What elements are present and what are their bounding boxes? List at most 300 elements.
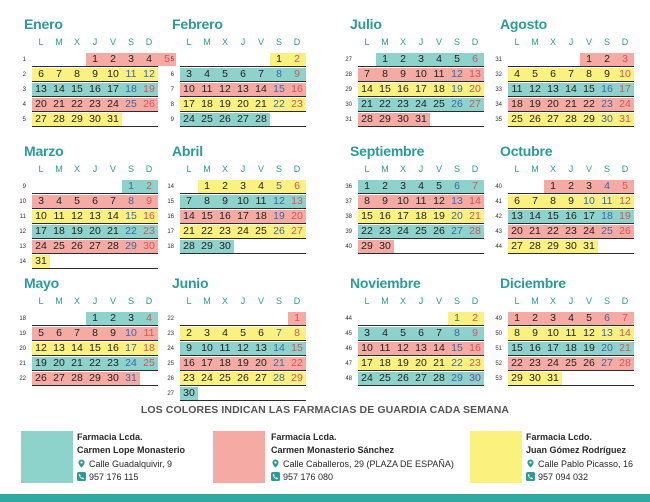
day-cell[interactable]: 10 (183, 83, 195, 95)
day-cell[interactable]: 21 (183, 225, 195, 237)
day-cell[interactable]: 24 (397, 225, 409, 237)
day-cell[interactable]: 26 (35, 372, 47, 384)
day-cell[interactable]: 19 (451, 83, 463, 95)
day-cell[interactable]: 12 (619, 195, 631, 207)
day-cell[interactable]: 8 (294, 327, 300, 339)
day-cell[interactable]: 15 (201, 210, 213, 222)
day-cell[interactable]: 25 (125, 98, 137, 110)
day-cell[interactable]: 17 (547, 342, 559, 354)
day-cell[interactable]: 16 (107, 342, 119, 354)
day-cell[interactable]: 25 (255, 225, 267, 237)
day-cell[interactable]: 17 (183, 98, 195, 110)
day-cell[interactable]: 16 (601, 83, 613, 95)
day-cell[interactable]: 7 (74, 327, 80, 339)
day-cell[interactable]: 14 (469, 195, 481, 207)
day-cell[interactable]: 11 (433, 68, 445, 80)
day-cell[interactable]: 10 (547, 327, 559, 339)
day-cell[interactable]: 22 (89, 357, 101, 369)
day-cell[interactable]: 27 (35, 113, 47, 125)
day-cell[interactable]: 2 (222, 180, 228, 192)
day-cell[interactable]: 14 (529, 210, 541, 222)
day-cell[interactable]: 13 (469, 68, 481, 80)
day-cell[interactable]: 1 (550, 180, 556, 192)
day-cell[interactable]: 30 (107, 372, 119, 384)
day-cell[interactable]: 28 (183, 240, 195, 252)
day-cell[interactable]: 17 (201, 357, 213, 369)
day-cell[interactable]: 24 (183, 113, 195, 125)
day-cell[interactable]: 11 (511, 83, 523, 95)
day-cell[interactable]: 28 (53, 113, 65, 125)
day-cell[interactable]: 13 (547, 83, 559, 95)
day-cell[interactable]: 4 (146, 312, 152, 324)
day-cell[interactable]: 2 (400, 53, 406, 65)
day-cell[interactable]: 2 (472, 312, 478, 324)
day-cell[interactable]: 9 (400, 68, 406, 80)
day-cell[interactable]: 3 (204, 327, 210, 339)
day-cell[interactable]: 18 (415, 210, 427, 222)
day-cell[interactable]: 20 (601, 342, 613, 354)
day-cell[interactable]: 18 (601, 210, 613, 222)
day-cell[interactable]: 30 (183, 387, 195, 399)
day-cell[interactable]: 11 (219, 342, 231, 354)
day-cell[interactable]: 4 (382, 327, 388, 339)
day-cell[interactable]: 10 (201, 342, 213, 354)
day-cell[interactable]: 19 (71, 225, 83, 237)
day-cell[interactable]: 25 (143, 357, 155, 369)
day-cell[interactable]: 17 (35, 225, 47, 237)
day-cell[interactable]: 31 (547, 372, 559, 384)
day-cell[interactable]: 20 (35, 98, 47, 110)
day-cell[interactable]: 24 (583, 225, 595, 237)
day-cell[interactable]: 18 (433, 83, 445, 95)
day-cell[interactable]: 14 (433, 342, 445, 354)
day-cell[interactable]: 20 (415, 357, 427, 369)
day-cell[interactable]: 6 (38, 68, 44, 80)
day-cell[interactable]: 22 (511, 357, 523, 369)
day-cell[interactable]: 29 (89, 372, 101, 384)
day-cell[interactable]: 25 (565, 357, 577, 369)
day-cell[interactable]: 16 (469, 342, 481, 354)
day-cell[interactable]: 14 (107, 210, 119, 222)
day-cell[interactable]: 7 (568, 68, 574, 80)
day-cell[interactable]: 10 (583, 195, 595, 207)
day-cell[interactable]: 19 (619, 210, 631, 222)
day-cell[interactable]: 2 (146, 180, 152, 192)
day-cell[interactable]: 10 (35, 210, 47, 222)
day-cell[interactable]: 3 (128, 53, 134, 65)
day-cell[interactable]: 1 (514, 312, 520, 324)
day-cell[interactable]: 3 (400, 180, 406, 192)
day-cell[interactable]: 13 (35, 83, 47, 95)
day-cell[interactable]: 16 (379, 210, 391, 222)
day-cell[interactable]: 7 (110, 195, 116, 207)
day-cell[interactable]: 25 (511, 113, 523, 125)
day-cell[interactable]: 25 (601, 225, 613, 237)
day-cell[interactable]: 22 (291, 357, 303, 369)
day-cell[interactable]: 1 (276, 53, 282, 65)
day-cell[interactable]: 16 (291, 83, 303, 95)
day-cell[interactable]: 6 (550, 68, 556, 80)
day-cell[interactable]: 27 (511, 240, 523, 252)
day-cell[interactable]: 22 (71, 98, 83, 110)
day-cell[interactable]: 31 (619, 113, 631, 125)
day-cell[interactable]: 4 (146, 53, 152, 65)
day-cell[interactable]: 23 (107, 357, 119, 369)
day-cell[interactable]: 29 (583, 113, 595, 125)
day-cell[interactable]: 11 (53, 210, 65, 222)
day-cell[interactable]: 6 (258, 327, 264, 339)
day-cell[interactable]: 5 (400, 327, 406, 339)
day-cell[interactable]: 6 (454, 180, 460, 192)
day-cell[interactable]: 14 (565, 83, 577, 95)
day-cell[interactable]: 13 (601, 327, 613, 339)
day-cell[interactable]: 9 (532, 327, 538, 339)
day-cell[interactable]: 3 (586, 180, 592, 192)
day-cell[interactable]: 25 (415, 225, 427, 237)
day-cell[interactable]: 24 (547, 357, 559, 369)
day-cell[interactable]: 14 (53, 83, 65, 95)
day-cell[interactable]: 22 (273, 98, 285, 110)
day-cell[interactable]: 30 (143, 240, 155, 252)
day-cell[interactable]: 8 (204, 195, 210, 207)
day-cell[interactable]: 19 (143, 83, 155, 95)
day-cell[interactable]: 7 (258, 68, 264, 80)
day-cell[interactable]: 11 (201, 83, 213, 95)
day-cell[interactable]: 26 (433, 225, 445, 237)
day-cell[interactable]: 24 (35, 240, 47, 252)
day-cell[interactable]: 29 (451, 372, 463, 384)
day-cell[interactable]: 7 (532, 195, 538, 207)
day-cell[interactable]: 2 (110, 312, 116, 324)
day-cell[interactable]: 5 (276, 180, 282, 192)
day-cell[interactable]: 14 (183, 210, 195, 222)
day-cell[interactable]: 3 (240, 180, 246, 192)
day-cell[interactable]: 29 (71, 113, 83, 125)
day-cell[interactable]: 4 (604, 180, 610, 192)
day-cell[interactable]: 12 (451, 68, 463, 80)
day-cell[interactable]: 29 (379, 113, 391, 125)
day-cell[interactable]: 28 (565, 113, 577, 125)
day-cell[interactable]: 15 (125, 210, 137, 222)
day-cell[interactable]: 23 (89, 98, 101, 110)
day-cell[interactable]: 25 (379, 372, 391, 384)
day-cell[interactable]: 7 (364, 68, 370, 80)
day-cell[interactable]: 2 (568, 180, 574, 192)
day-cell[interactable]: 6 (514, 195, 520, 207)
day-cell[interactable]: 4 (56, 195, 62, 207)
pharmacy-phone-lope[interactable] (77, 471, 138, 484)
day-cell[interactable]: 30 (397, 113, 409, 125)
day-cell[interactable]: 31 (125, 372, 137, 384)
day-cell[interactable]: 2 (532, 312, 538, 324)
day-cell[interactable]: 1 (364, 180, 370, 192)
day-cell[interactable]: 13 (451, 195, 463, 207)
day-cell[interactable]: 7 (472, 180, 478, 192)
day-cell[interactable]: 30 (89, 113, 101, 125)
day-cell[interactable]: 31 (583, 240, 595, 252)
day-cell[interactable]: 27 (255, 372, 267, 384)
day-cell[interactable]: 8 (364, 195, 370, 207)
day-cell[interactable]: 15 (361, 210, 373, 222)
day-cell[interactable]: 21 (361, 98, 373, 110)
day-cell[interactable]: 26 (529, 113, 541, 125)
day-cell[interactable]: 9 (604, 68, 610, 80)
day-cell[interactable]: 30 (601, 113, 613, 125)
day-cell[interactable]: 17 (415, 83, 427, 95)
day-cell[interactable]: 3 (550, 312, 556, 324)
day-cell[interactable]: 13 (415, 342, 427, 354)
day-cell[interactable]: 26 (451, 98, 463, 110)
day-cell[interactable]: 28 (529, 240, 541, 252)
day-cell[interactable]: 15 (291, 342, 303, 354)
day-cell[interactable]: 9 (186, 342, 192, 354)
day-cell[interactable]: 22 (125, 225, 137, 237)
day-cell[interactable]: 18 (143, 342, 155, 354)
day-cell[interactable]: 17 (125, 342, 137, 354)
day-cell[interactable]: 5 (74, 195, 80, 207)
day-cell[interactable]: 23 (219, 225, 231, 237)
day-cell[interactable]: 10 (415, 68, 427, 80)
day-cell[interactable]: 27 (547, 113, 559, 125)
day-cell[interactable]: 15 (547, 210, 559, 222)
day-cell[interactable]: 27 (415, 372, 427, 384)
day-cell[interactable]: 19 (237, 357, 249, 369)
day-cell[interactable]: 10 (397, 195, 409, 207)
day-cell[interactable]: 16 (183, 357, 195, 369)
day-cell[interactable]: 6 (472, 53, 478, 65)
day-cell[interactable]: 15 (273, 83, 285, 95)
day-cell[interactable]: 17 (361, 357, 373, 369)
day-cell[interactable]: 21 (565, 98, 577, 110)
day-cell[interactable]: 1 (454, 312, 460, 324)
day-cell[interactable]: 22 (201, 225, 213, 237)
day-cell[interactable]: 4 (568, 312, 574, 324)
day-cell[interactable]: 8 (74, 68, 80, 80)
day-cell[interactable]: 9 (568, 195, 574, 207)
day-cell[interactable]: 11 (601, 195, 613, 207)
day-cell[interactable]: 22 (583, 98, 595, 110)
day-cell[interactable]: 5 (454, 53, 460, 65)
day-cell[interactable]: 10 (125, 327, 137, 339)
day-cell[interactable]: 21 (619, 342, 631, 354)
day-cell[interactable]: 17 (397, 210, 409, 222)
day-cell[interactable]: 1 (204, 180, 210, 192)
day-cell[interactable]: 15 (89, 342, 101, 354)
day-cell[interactable]: 26 (583, 357, 595, 369)
day-cell[interactable]: 12 (35, 342, 47, 354)
day-cell[interactable]: 9 (92, 68, 98, 80)
day-cell[interactable]: 12 (71, 210, 83, 222)
day-cell[interactable]: 4 (514, 68, 520, 80)
day-cell[interactable]: 23 (397, 98, 409, 110)
day-cell[interactable]: 19 (219, 98, 231, 110)
day-cell[interactable]: 26 (619, 225, 631, 237)
day-cell[interactable]: 12 (583, 327, 595, 339)
day-cell[interactable]: 10 (361, 342, 373, 354)
day-cell[interactable]: 28 (71, 372, 83, 384)
day-cell[interactable]: 8 (550, 195, 556, 207)
day-cell[interactable]: 24 (361, 372, 373, 384)
day-cell[interactable]: 20 (255, 357, 267, 369)
day-cell[interactable]: 21 (53, 98, 65, 110)
day-cell[interactable]: 23 (143, 225, 155, 237)
day-cell[interactable]: 19 (273, 210, 285, 222)
day-cell[interactable]: 28 (469, 225, 481, 237)
day-cell[interactable]: 22 (379, 98, 391, 110)
day-cell[interactable]: 4 (258, 180, 264, 192)
day-cell[interactable]: 16 (529, 342, 541, 354)
day-cell[interactable]: 24 (107, 98, 119, 110)
day-cell[interactable]: 16 (219, 210, 231, 222)
day-cell[interactable]: 11 (125, 68, 137, 80)
day-cell[interactable]: 24 (125, 357, 137, 369)
day-cell[interactable]: 26 (71, 240, 83, 252)
day-cell[interactable]: 8 (128, 195, 134, 207)
day-cell[interactable]: 20 (53, 357, 65, 369)
day-cell[interactable]: 20 (469, 83, 481, 95)
day-cell[interactable]: 28 (433, 372, 445, 384)
day-cell[interactable]: 26 (397, 372, 409, 384)
day-cell[interactable]: 7 (186, 195, 192, 207)
day-cell[interactable]: 26 (273, 225, 285, 237)
day-cell[interactable]: 2 (604, 53, 610, 65)
day-cell[interactable]: 12 (433, 195, 445, 207)
day-cell[interactable]: 6 (294, 180, 300, 192)
day-cell[interactable]: 5 (436, 180, 442, 192)
day-cell[interactable]: 10 (619, 68, 631, 80)
day-cell[interactable]: 19 (397, 357, 409, 369)
day-cell[interactable]: 29 (547, 240, 559, 252)
day-cell[interactable]: 22 (547, 225, 559, 237)
day-cell[interactable]: 31 (35, 255, 47, 267)
day-cell[interactable]: 20 (237, 98, 249, 110)
day-cell[interactable]: 23 (565, 225, 577, 237)
day-cell[interactable]: 15 (71, 83, 83, 95)
day-cell[interactable]: 1 (92, 53, 98, 65)
day-cell[interactable]: 3 (622, 53, 628, 65)
day-cell[interactable]: 2 (110, 53, 116, 65)
day-cell[interactable]: 20 (291, 210, 303, 222)
day-cell[interactable]: 25 (433, 98, 445, 110)
day-cell[interactable]: 19 (35, 357, 47, 369)
day-cell[interactable]: 3 (418, 53, 424, 65)
day-cell[interactable]: 31 (107, 113, 119, 125)
day-cell[interactable]: 16 (89, 83, 101, 95)
day-cell[interactable]: 21 (433, 357, 445, 369)
day-cell[interactable]: 27 (601, 357, 613, 369)
day-cell[interactable]: 6 (56, 327, 62, 339)
day-cell[interactable]: 3 (38, 195, 44, 207)
pharmacy-phone-monasterio[interactable] (271, 471, 333, 484)
day-cell[interactable]: 28 (619, 357, 631, 369)
day-cell[interactable]: 19 (529, 98, 541, 110)
day-cell[interactable]: 17 (619, 83, 631, 95)
day-cell[interactable]: 28 (273, 372, 285, 384)
day-cell[interactable]: 9 (222, 195, 228, 207)
day-cell[interactable]: 27 (237, 113, 249, 125)
day-cell[interactable]: 4 (436, 53, 442, 65)
day-cell[interactable]: 24 (415, 98, 427, 110)
day-cell[interactable]: 15 (451, 342, 463, 354)
day-cell[interactable]: 21 (273, 357, 285, 369)
day-cell[interactable]: 7 (276, 327, 282, 339)
day-cell[interactable]: 9 (382, 195, 388, 207)
day-cell[interactable]: 8 (276, 68, 282, 80)
day-cell[interactable]: 8 (454, 327, 460, 339)
day-cell[interactable]: 17 (583, 210, 595, 222)
day-cell[interactable]: 23 (183, 372, 195, 384)
day-cell[interactable]: 3 (364, 327, 370, 339)
day-cell[interactable]: 18 (53, 225, 65, 237)
day-cell[interactable]: 11 (415, 195, 427, 207)
day-cell[interactable]: 12 (143, 68, 155, 80)
day-cell[interactable]: 14 (71, 342, 83, 354)
day-cell[interactable]: 20 (89, 225, 101, 237)
day-cell[interactable]: 18 (201, 98, 213, 110)
day-cell[interactable]: 4 (222, 327, 228, 339)
day-cell[interactable]: 25 (219, 372, 231, 384)
day-cell[interactable]: 12 (529, 83, 541, 95)
day-cell[interactable]: 3 (186, 68, 192, 80)
day-cell[interactable]: 14 (361, 83, 373, 95)
day-cell[interactable]: 12 (237, 342, 249, 354)
day-cell[interactable]: 3 (128, 312, 134, 324)
day-cell[interactable]: 12 (219, 83, 231, 95)
day-cell[interactable]: 18 (255, 210, 267, 222)
day-cell[interactable]: 31 (415, 113, 427, 125)
day-cell[interactable]: 1 (294, 312, 300, 324)
day-cell[interactable]: 30 (565, 240, 577, 252)
day-cell[interactable]: 1 (92, 312, 98, 324)
day-cell[interactable]: 7 (622, 312, 628, 324)
day-cell[interactable]: 12 (397, 342, 409, 354)
day-cell[interactable]: 13 (89, 210, 101, 222)
day-cell[interactable]: 29 (291, 372, 303, 384)
day-cell[interactable]: 23 (601, 98, 613, 110)
day-cell[interactable]: 24 (201, 372, 213, 384)
day-cell[interactable]: 5 (164, 53, 170, 65)
day-cell[interactable]: 18 (125, 83, 137, 95)
day-cell[interactable]: 27 (451, 225, 463, 237)
day-cell[interactable]: 13 (291, 195, 303, 207)
day-cell[interactable]: 17 (237, 210, 249, 222)
day-cell[interactable]: 23 (469, 357, 481, 369)
day-cell[interactable]: 9 (146, 195, 152, 207)
day-cell[interactable]: 25 (53, 240, 65, 252)
day-cell[interactable]: 28 (255, 113, 267, 125)
day-cell[interactable]: 15 (583, 83, 595, 95)
day-cell[interactable]: 20 (451, 210, 463, 222)
day-cell[interactable]: 23 (529, 357, 541, 369)
day-cell[interactable]: 30 (529, 372, 541, 384)
day-cell[interactable]: 17 (107, 83, 119, 95)
day-cell[interactable]: 10 (237, 195, 249, 207)
day-cell[interactable]: 14 (619, 327, 631, 339)
day-cell[interactable]: 30 (469, 372, 481, 384)
day-cell[interactable]: 11 (255, 195, 267, 207)
day-cell[interactable]: 8 (382, 68, 388, 80)
day-cell[interactable]: 5 (532, 68, 538, 80)
day-cell[interactable]: 26 (219, 113, 231, 125)
day-cell[interactable]: 22 (451, 357, 463, 369)
day-cell[interactable]: 4 (418, 180, 424, 192)
day-cell[interactable]: 13 (255, 342, 267, 354)
day-cell[interactable]: 28 (361, 113, 373, 125)
day-cell[interactable]: 21 (71, 357, 83, 369)
day-cell[interactable]: 18 (379, 357, 391, 369)
day-cell[interactable]: 14 (255, 83, 267, 95)
day-cell[interactable]: 26 (237, 372, 249, 384)
